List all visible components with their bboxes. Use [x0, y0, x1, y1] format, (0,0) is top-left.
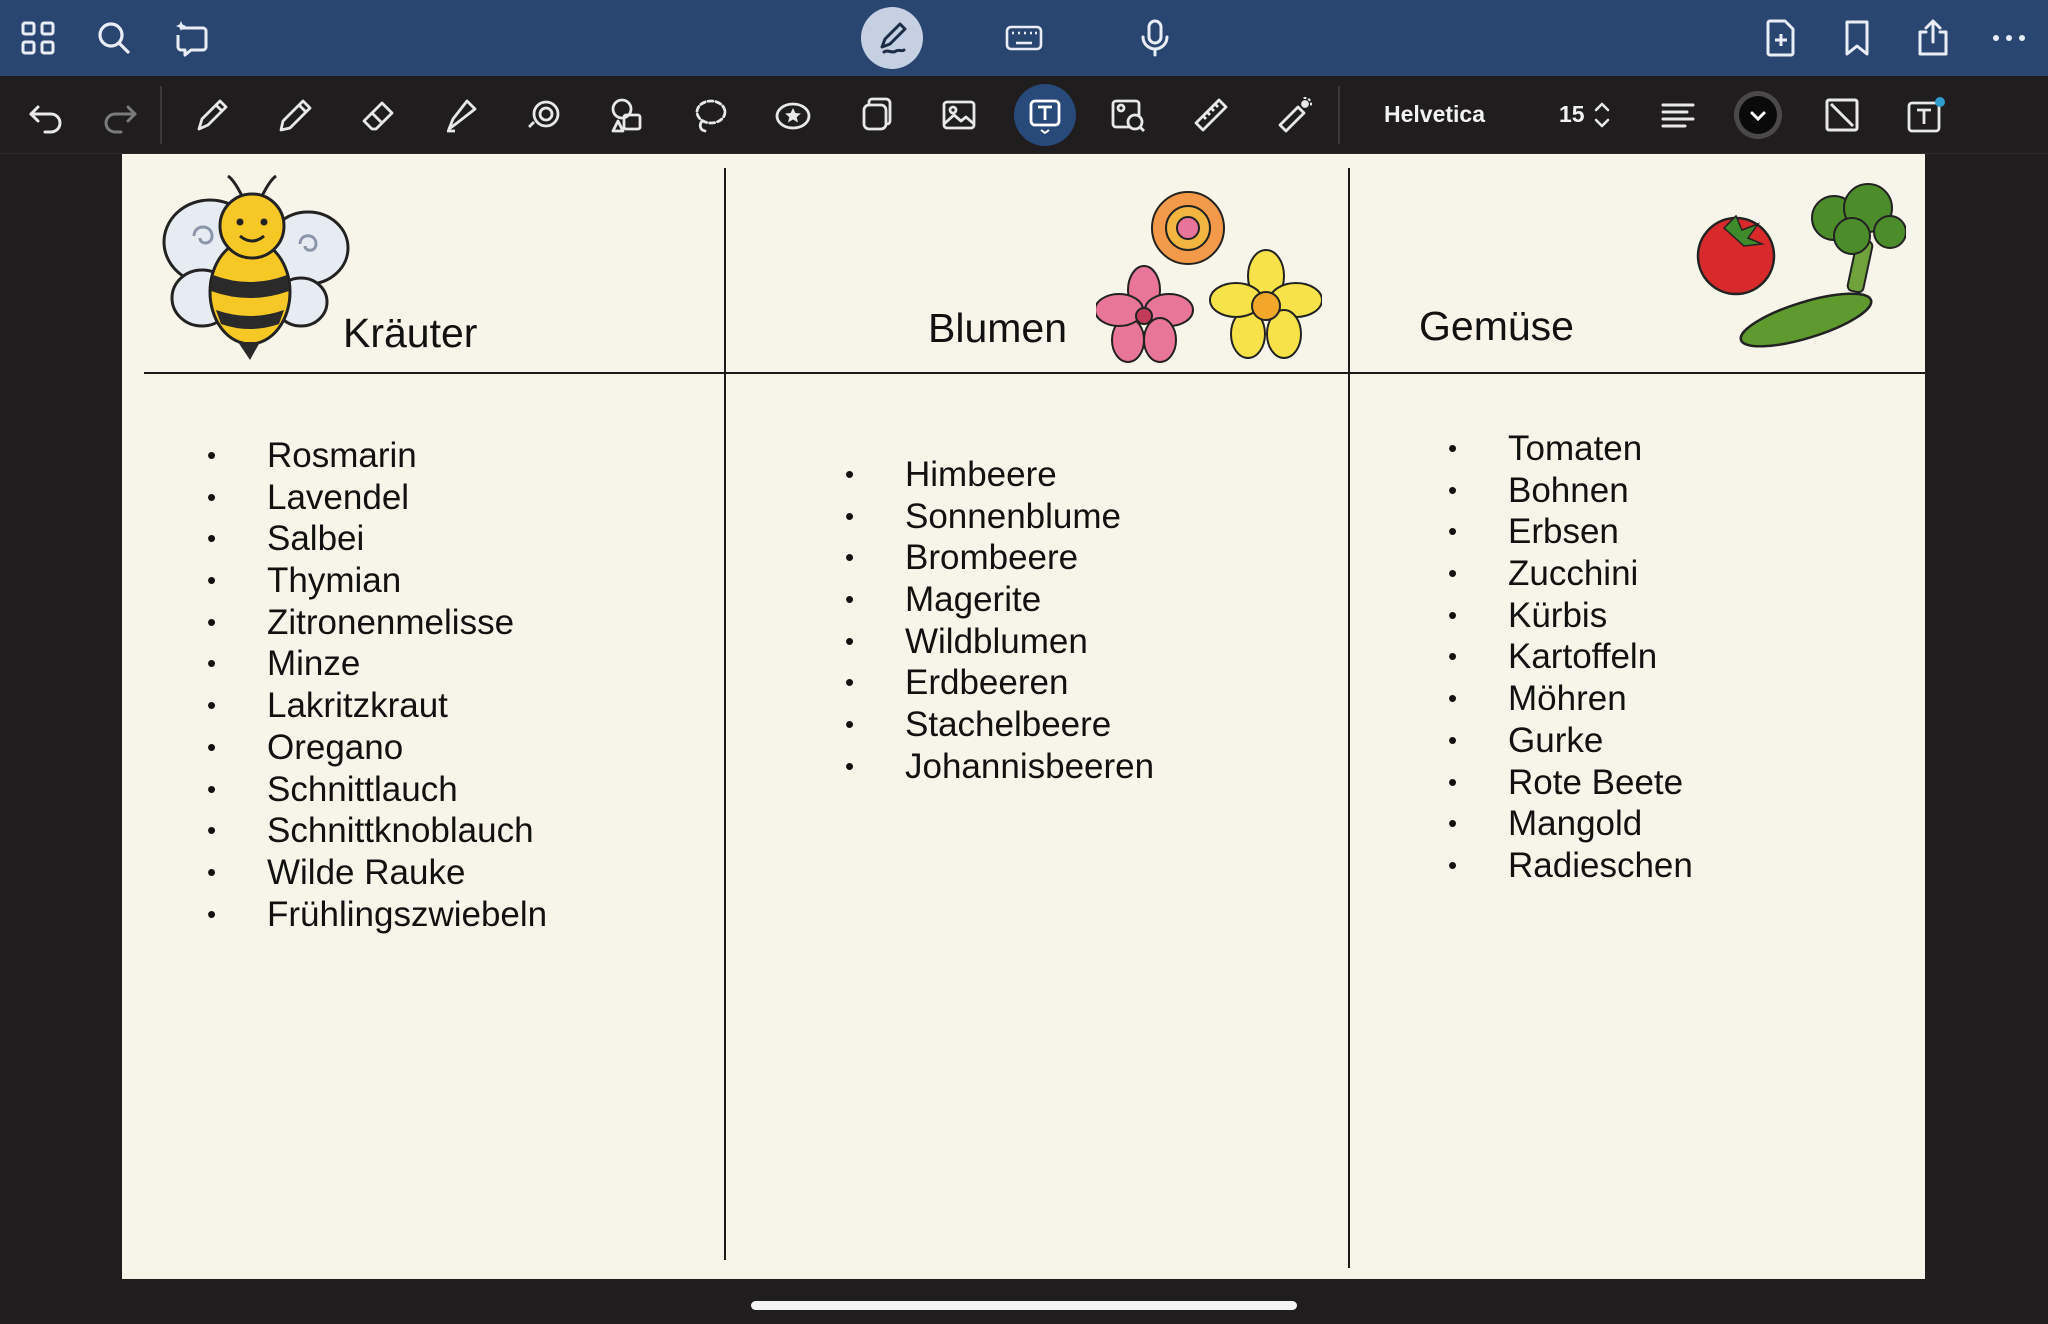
list-item[interactable]: • Rote Beete [1508, 762, 1693, 804]
list-item[interactable]: • Oregano [267, 727, 547, 769]
image-scan-icon[interactable] [1099, 86, 1157, 144]
add-page-icon[interactable] [1755, 12, 1807, 64]
column-title-kraeuter: Kräuter [343, 310, 478, 356]
list-item[interactable]: • Stachelbeere [905, 704, 1154, 746]
home-indicator[interactable] [751, 1301, 1297, 1310]
vegetables-illustration [1696, 178, 1906, 356]
stepper-icon[interactable] [1587, 86, 1617, 144]
eraser-icon[interactable] [349, 86, 407, 144]
list-item[interactable]: • Himbeere [905, 454, 1154, 496]
list-item[interactable]: • Kürbis [1508, 595, 1693, 637]
font-size-value[interactable]: 15 [1559, 101, 1585, 127]
share-icon[interactable] [1907, 12, 1959, 64]
more-options-icon[interactable] [1983, 12, 2035, 64]
list-blumen[interactable] [905, 454, 1154, 788]
list-item[interactable]: • Schnittknoblauch [267, 810, 547, 852]
bee-illustration [158, 170, 350, 360]
bookmark-icon[interactable] [1831, 12, 1883, 64]
list-gemuese[interactable] [1508, 428, 1693, 887]
list-item[interactable]: • Zucchini [1508, 553, 1693, 595]
text-box-style-icon[interactable] [1896, 86, 1954, 144]
list-item[interactable]: • Thymian [267, 560, 547, 602]
elements-icon[interactable] [847, 86, 905, 144]
top-nav-bar [0, 0, 2048, 76]
grid-icon[interactable] [12, 12, 64, 64]
list-item[interactable]: • Tomaten [1508, 428, 1693, 470]
ai-sparkle-icon[interactable] [166, 12, 218, 64]
flowers-illustration [1096, 184, 1322, 366]
microphone-icon[interactable] [1129, 12, 1181, 64]
image-icon[interactable] [930, 86, 988, 144]
column-title-blumen: Blumen [928, 305, 1068, 351]
header-divider-line [144, 372, 1925, 374]
shapes-icon[interactable] [598, 86, 656, 144]
list-item[interactable]: • Zitronenmelisse [267, 602, 547, 644]
list-item[interactable]: • Sonnenblume [905, 496, 1154, 538]
text-background-icon[interactable] [1813, 86, 1871, 144]
laser-pointer-icon[interactable] [1265, 86, 1323, 144]
list-item[interactable]: • Brombeere [905, 537, 1154, 579]
text-align-icon[interactable] [1649, 86, 1707, 144]
list-kraeuter[interactable] [267, 435, 547, 935]
list-item[interactable]: • Johannisbeeren [905, 746, 1154, 788]
list-item[interactable]: • Bohnen [1508, 470, 1693, 512]
list-item[interactable]: • Gurke [1508, 720, 1693, 762]
highlighter-icon[interactable] [432, 86, 490, 144]
column-title-gemuese: Gemüse [1419, 303, 1574, 349]
redo-icon[interactable] [91, 86, 149, 144]
list-item[interactable]: • Minze [267, 643, 547, 685]
list-item[interactable]: • Erbsen [1508, 511, 1693, 553]
lasso-icon[interactable] [681, 86, 739, 144]
list-item[interactable]: • Rosmarin [267, 435, 547, 477]
ruler-icon[interactable] [1182, 86, 1240, 144]
list-item[interactable]: • Mangold [1508, 803, 1693, 845]
divider [160, 86, 162, 144]
list-item[interactable]: • Frühlingszwiebeln [267, 894, 547, 936]
notebook-page[interactable] [122, 154, 1925, 1279]
list-item[interactable]: • Wildblumen [905, 621, 1154, 663]
list-item[interactable]: • Lakritzkraut [267, 685, 547, 727]
keyboard-icon[interactable] [998, 12, 1050, 64]
search-icon[interactable] [88, 12, 140, 64]
list-item[interactable]: • Radieschen [1508, 845, 1693, 887]
undo-icon[interactable] [17, 86, 75, 144]
list-item[interactable]: • Kartoffeln [1508, 636, 1693, 678]
list-item[interactable]: • Salbei [267, 518, 547, 560]
sticker-icon[interactable] [764, 86, 822, 144]
list-item[interactable]: • Wilde Rauke [267, 852, 547, 894]
shape-tool-icon[interactable] [515, 86, 573, 144]
list-item[interactable]: • Möhren [1508, 678, 1693, 720]
pencil-icon[interactable] [266, 86, 324, 144]
fountain-pen-icon[interactable] [183, 86, 241, 144]
column-divider-1 [724, 168, 726, 1260]
tool-bar [0, 76, 2048, 154]
list-item[interactable]: • Lavendel [267, 477, 547, 519]
text-tool-icon[interactable] [1014, 84, 1076, 146]
list-item[interactable]: • Erdbeeren [905, 662, 1154, 704]
column-divider-2 [1348, 168, 1350, 1268]
pen-mode-icon[interactable] [861, 7, 923, 69]
list-item[interactable]: • Schnittlauch [267, 769, 547, 811]
text-color-icon[interactable] [1729, 86, 1787, 144]
font-family-selector[interactable]: Helvetica [1384, 101, 1486, 127]
divider [1338, 86, 1340, 144]
list-item[interactable]: • Magerite [905, 579, 1154, 621]
